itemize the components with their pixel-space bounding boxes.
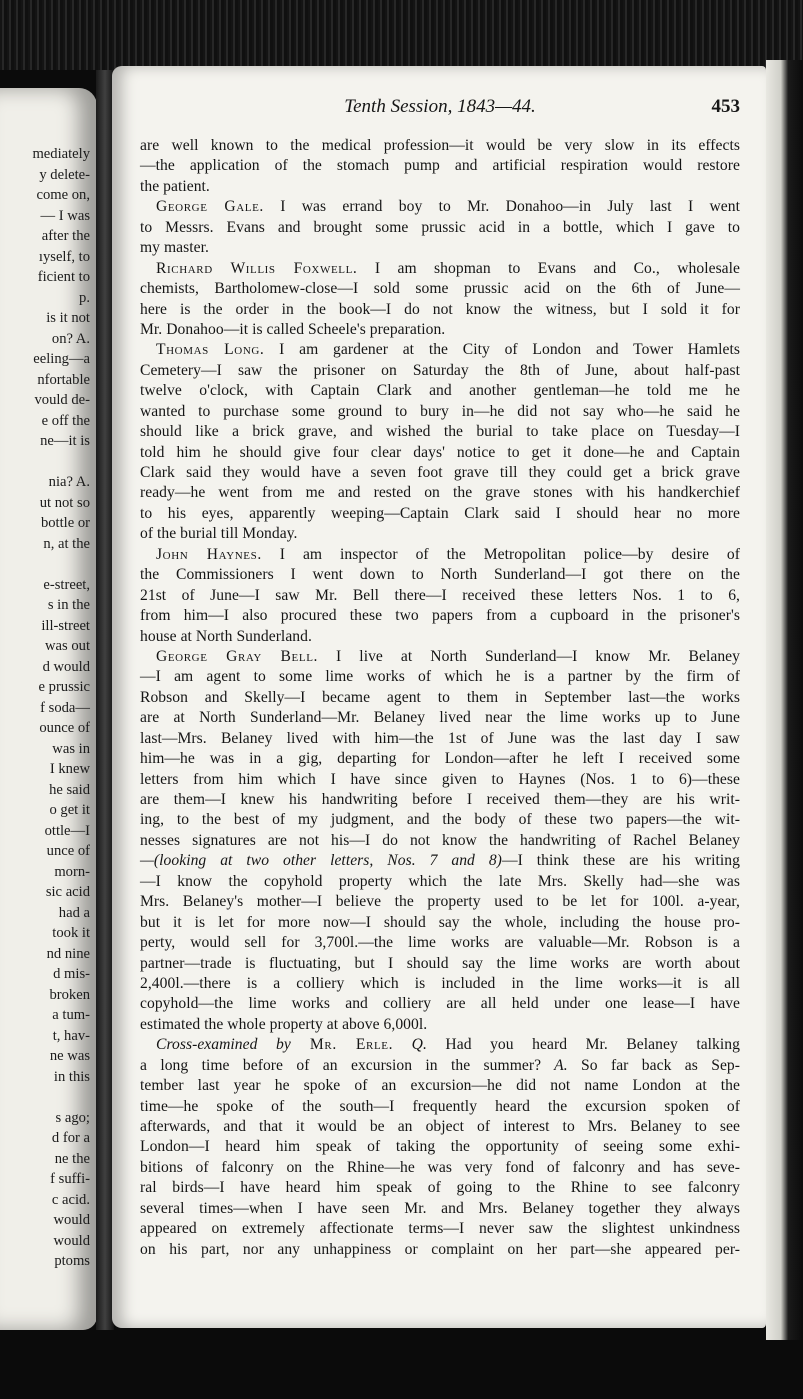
running-title: Tenth Session, 1843—44. [344, 96, 536, 117]
facing-page-line: would [53, 1232, 90, 1249]
facing-page-line: mediately [32, 146, 90, 162]
facing-page-line: o get it [49, 802, 90, 818]
page-header [140, 96, 740, 122]
text-line: ready—he went from me and rested on the grave stones with his handkerchief [140, 484, 740, 502]
facing-page-line: in this [53, 1068, 90, 1085]
facing-page-line: nfortable [37, 371, 90, 388]
text-line: here is the order in the book—I do not know the witness, but I sold it for [140, 300, 740, 318]
text-line [140, 1056, 740, 1076]
facing-page-text [2, 144, 90, 1272]
facing-page-line: took it [52, 925, 90, 941]
facing-page-left [0, 88, 97, 1330]
facing-page-line: eeling—a [33, 351, 90, 367]
text-line: 2,400l.—there is a colliery which is included in the lime works—it is all [140, 974, 740, 992]
facing-page-line: a tum- [52, 1007, 90, 1023]
text-run: I live at North Sunderland—I know Mr. Belaney [318, 647, 740, 665]
witness-name: Richard Willis Foxwell. [156, 259, 358, 277]
cross-examination [140, 1035, 740, 1055]
text-line: Mr. Donahoo—it is called Scheele's preparation. [140, 320, 446, 338]
facing-page-line: broken [49, 986, 90, 1003]
facing-page-line: he said [49, 781, 90, 798]
text-line: —I am agent to some lime works of which he is a partner by the firm of [140, 668, 740, 686]
text-run: I am inspector of the Metropolitan police—by desire of [261, 545, 740, 563]
facing-page-line: after the [41, 228, 90, 244]
facing-page-line: ne was [49, 1048, 90, 1064]
text-line: him—he was in a gig, departing for London—after he left I received some [140, 750, 740, 768]
testimony-bell [140, 647, 740, 667]
facing-page-line: on? A. [51, 330, 90, 347]
facing-page-line: ne the [54, 1150, 90, 1167]
facing-page-line: vould de- [34, 392, 90, 408]
text-line: told him he should give four clear days' notice to get it done—he and Captain [140, 443, 740, 461]
text-line: appeared on extremely affectionate terms—I never saw the slightest unkindness [140, 1220, 740, 1238]
facing-page-line: ounce of [39, 720, 90, 736]
examiner-name: Mr. Erle. [290, 1036, 394, 1054]
facing-page-line: d would [42, 658, 90, 675]
facing-page-line: f suffi- [50, 1171, 90, 1187]
testimony-long [140, 340, 740, 360]
facing-page-line: e prussic [38, 679, 90, 695]
facing-page-line: n, at the [43, 535, 90, 552]
facing-page-line: ottle—I [44, 822, 90, 839]
witness-name: George Gray Bell. [156, 647, 319, 665]
facing-page-line: ıyself, to [38, 248, 90, 265]
text-line: wanted to purchase some ground to bury in—he did not say who—he said he [140, 402, 740, 420]
facing-page-line: I knew [49, 761, 90, 777]
body-text [140, 136, 740, 1260]
text-line: the patient. [140, 177, 210, 195]
page-number: 453 [711, 96, 740, 117]
text-line: are well known to the medical profession—it would be very slow in its effects [140, 137, 740, 154]
facing-page-line: d mis- [53, 966, 90, 982]
facing-page-line [2, 1087, 90, 1108]
text-line: partner—trade is fluctuating, but I should say the lime works are worth about [140, 954, 740, 972]
text-line: —I know the copyhold property which the late Mrs. Skelly had—she was [140, 872, 740, 890]
text-run: Had you heard Mr. Belaney talking [426, 1036, 740, 1054]
facing-page-line: p. [79, 289, 90, 306]
facing-page-line: s in the [47, 597, 90, 613]
answer-marker: A. [541, 1056, 568, 1074]
text-line: Mrs. Belaney's mother—I believe the property used to be let for 100l. a-year, [140, 893, 740, 911]
text-line: 21st of June—I saw Mr. Bell there—I received these letters Nos. 1 to 6, [140, 586, 740, 604]
text-run: a long time before of an excursion in the summer? [140, 1056, 542, 1074]
facing-page-line: d for a [51, 1130, 90, 1146]
testimony-gale [140, 197, 740, 217]
italic-aside: —(looking at two other letters, Nos. 7 and 8) [140, 852, 502, 870]
text-line: letters from him which I have since given to Haynes (Nos. 1 to 6)—these [140, 770, 740, 788]
text-line: on his part, nor any unhappiness or complaint on her part—she appeared per- [140, 1240, 740, 1258]
question-marker: Q. [393, 1036, 427, 1054]
facing-page-line: ill-street [41, 617, 90, 634]
text-line: are them—I knew his handwriting before I received them—they are his writ- [140, 791, 740, 808]
facing-page-line: c acid. [51, 1191, 90, 1208]
text-line: several times—when I have seen Mr. and Mrs. Belaney together they always [140, 1199, 740, 1217]
text-line: but it is let for more now—I should say the whole, including the house pro- [140, 913, 740, 931]
text-line: my master. [140, 239, 209, 257]
facing-page-line: y delete- [39, 166, 90, 183]
facing-page-line: t, hav- [52, 1027, 90, 1044]
text-line: perty, would sell for 3,700l.—the lime works are valuable—Mr. Robson is a [140, 934, 740, 952]
facing-page-line: is it not [46, 310, 90, 326]
text-run: I am shopman to Evans and Co., wholesale [357, 259, 741, 277]
facing-page-line: nd nine [46, 945, 90, 962]
facing-page-line: was out [45, 638, 90, 654]
text-line: from him—I also procured these two papers from a cupboard in the prisoner's [140, 607, 740, 625]
text-line: ral birds—I have heard him speak of going to the Rhine to see falconry [140, 1179, 740, 1197]
facing-page-line: was in [52, 740, 90, 757]
facing-page-line: ptoms [54, 1253, 90, 1269]
witness-name: George Gale. [156, 198, 264, 216]
facing-page-line [2, 554, 90, 575]
text-run: I am gardener at the City of London and Tower Hamlets [264, 341, 740, 359]
text-line: to Messrs. Evans and brought some prussic acid in a bottle, which I gave to [140, 218, 740, 236]
facing-page-line: ut not so [39, 494, 90, 511]
witness-name: John Haynes. [156, 545, 262, 563]
testimony-haynes [140, 545, 740, 565]
text-line: Clark said they would have a seven foot grave till they could get a brick grave [140, 464, 740, 481]
text-line: copyhold—the lime works and colliery are all held under one lease—I have [140, 995, 740, 1013]
italic-label: Cross-examined by [156, 1036, 291, 1054]
text-run: So far back as Sep- [567, 1056, 741, 1074]
text-line: nesses signatures are not his—I do not know the handwriting of Rachel Belaney [140, 831, 740, 849]
facing-page-line: morn- [54, 863, 90, 880]
text-run: —I think these are his writing [501, 852, 741, 870]
facing-page-line: ficient to [37, 269, 90, 285]
text-line: Robson and Skelly—I became agent to them in September last—the works [140, 688, 740, 706]
facing-page-line: ne—it is [40, 433, 90, 449]
text-line: house at North Sunderland. [140, 627, 312, 645]
facing-page-line: e off the [41, 412, 90, 429]
text-line: last—Mrs. Belaney lived with him—the 1st of June was the last day I saw [140, 729, 740, 747]
page-edge [766, 60, 803, 1340]
text-line: bitions of falconry on the Rhine—he was very fond of falconry and has seve- [140, 1158, 740, 1176]
text-line: ing, to the best of my judgment, and the body of these two papers—the wit- [140, 811, 740, 829]
text-line: estimated the whole property at above 6,000l. [140, 1015, 428, 1033]
facing-page-line: had a [58, 904, 90, 921]
testimony-foxwell [140, 259, 740, 279]
text-line: are at North Sunderland—Mr. Belaney lived near the lime works up to June [140, 709, 740, 727]
scan-background [0, 0, 803, 70]
text-line: —the application of the stomach pump and artificial respiration would restore [140, 157, 740, 175]
facing-page-line [2, 452, 90, 473]
text-line [140, 851, 740, 871]
facing-page-line: bottle or [40, 515, 90, 531]
text-run: I was errand boy to Mr. Donahoo—in July last I went [263, 198, 740, 216]
text-line: of the burial till Monday. [140, 525, 298, 543]
facing-page-line: unce of [46, 843, 90, 859]
text-line: to his eyes, apparently weeping—Captain Clark said I should hear no more [140, 504, 740, 522]
text-line: afterwards, and that it would be an object of interest to Mrs. Belaney to see [140, 1118, 740, 1135]
facing-page-line: — I was [40, 207, 90, 224]
text-line: time—he spoke of the south—I frequently heard the excursion spoken of [140, 1097, 740, 1115]
facing-page-line: nia? A. [48, 474, 90, 490]
text-line: Cemetery—I saw the prisoner on Saturday the 8th of June, about half-past [140, 361, 740, 379]
facing-page-line: would [53, 1212, 90, 1228]
text-line: the Commissioners I went down to North Sunderland—I got there on the [140, 566, 740, 584]
facing-page-line: e-street, [43, 576, 90, 593]
text-line: London—I heard him speak of taking the opportunity of seeing some exhi- [140, 1138, 740, 1156]
facing-page-line: f soda— [40, 699, 90, 716]
facing-page-line: sic acid [45, 884, 90, 900]
text-line: twelve o'clock, with Captain Clark and another gentleman—he told me he [140, 382, 740, 400]
facing-page-line: s ago; [55, 1109, 90, 1126]
text-line: chemists, Bartholomew-close—I sold some prussic acid on the 6th of June— [140, 280, 740, 298]
text-line: should like a brick grave, and wished the burial to take place on Tuesday—I [140, 423, 740, 441]
text-line: tember last year he spoke of an excursion—he did not name London at the [140, 1077, 740, 1095]
facing-page-line: come on, [36, 187, 90, 203]
witness-name: Thomas Long. [156, 341, 265, 359]
